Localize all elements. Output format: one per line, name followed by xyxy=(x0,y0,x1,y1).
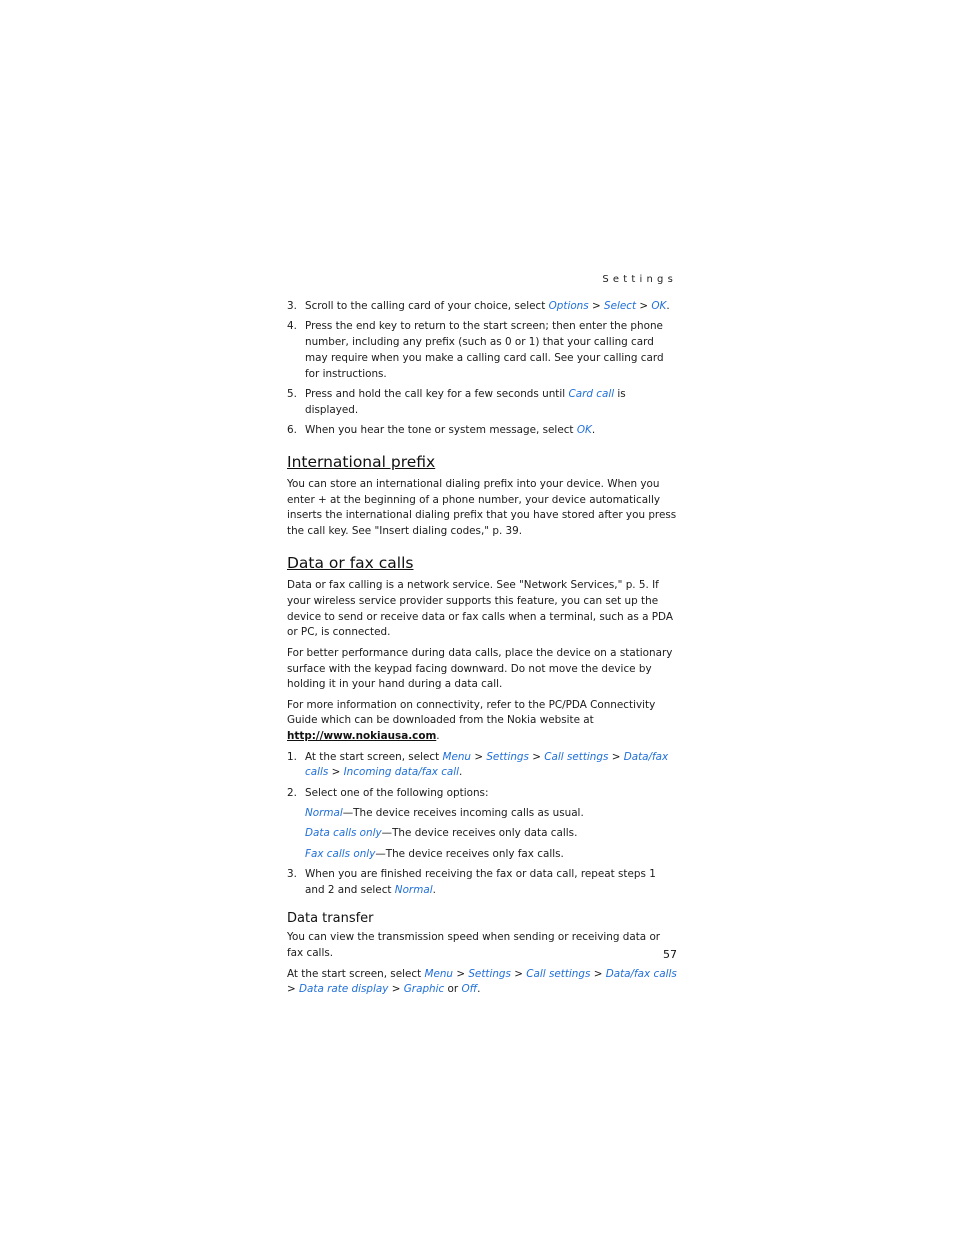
datafax-para-3 xyxy=(287,698,677,745)
step-text: Scroll to the calling card of your choice, select xyxy=(305,300,549,312)
menu-normal: Normal xyxy=(394,883,433,896)
punctuation: . xyxy=(666,300,670,312)
heading-data-transfer: Data transfer xyxy=(287,911,374,927)
step-text: When you are finished receiving the fax or data call, repeat steps 1 and 2 and select xyxy=(305,867,656,896)
menu-options: Options xyxy=(548,300,589,312)
menu-card-call: Card call xyxy=(568,387,615,400)
separator: > xyxy=(471,750,487,763)
option-name: Data calls only xyxy=(305,827,382,840)
separator: > xyxy=(287,983,300,996)
option-name: Normal xyxy=(305,806,343,819)
separator: > xyxy=(510,967,527,980)
para-text: At the start screen, select xyxy=(287,967,425,980)
option-data-calls-only xyxy=(305,826,677,842)
punctuation: . xyxy=(591,424,596,437)
menu-ok: OK xyxy=(651,300,667,312)
separator: > xyxy=(608,750,624,763)
step-text-end: is displayed. xyxy=(305,387,626,416)
separator: > xyxy=(388,983,404,996)
menu-settings: Settings xyxy=(468,967,511,980)
step-number: 2. xyxy=(287,786,297,799)
menu-menu: Menu xyxy=(442,750,472,763)
transfer-para-2 xyxy=(287,967,677,999)
step-3 xyxy=(287,299,677,315)
datafax-para-1: Data or fax calling is a network service. See "Network Services," p. 5. If your wireless service provider supports this feature, you can set up the device to send or receive data or fax calls when a terminal, such as a PDA or PC, is connected. xyxy=(287,579,673,639)
conjunction: or xyxy=(444,983,462,996)
step-5 xyxy=(287,387,677,419)
page-content xyxy=(287,299,677,1003)
separator: > xyxy=(636,300,652,312)
menu-ok: OK xyxy=(576,424,592,437)
separator: > xyxy=(588,300,604,312)
menu-call-settings: Call settings xyxy=(526,967,591,980)
step-number: 6. xyxy=(287,424,297,437)
punctuation: . xyxy=(477,983,481,996)
menu-settings: Settings xyxy=(486,750,529,763)
datafax-steps xyxy=(287,750,677,802)
menu-data-fax-calls: Data/fax calls xyxy=(305,750,669,779)
option-fax-calls-only xyxy=(305,847,677,863)
para-text: For more information on connectivity, refer to the PC/PDA Connectivity Guide which can be downloaded from the Nokia website at xyxy=(287,698,656,727)
datafax-step-3 xyxy=(287,867,677,899)
menu-off: Off xyxy=(461,983,478,996)
step-number: 1. xyxy=(287,750,297,763)
transfer-para-1: You can view the transmission speed when sending or receiving data or fax calls. xyxy=(287,931,661,960)
step-text: Press and hold the call key for a few seconds until xyxy=(305,387,569,400)
step-text: When you hear the tone or system message, select xyxy=(305,424,577,437)
international-prefix-body: You can store an international dialing prefix into your device. When you enter + at the beginning of a phone number, your device automatically inserts the international dialing prefix that you have stored after you press the call key. See "Insert dialing codes," p. 39. xyxy=(287,477,677,538)
menu-data-rate-display: Data rate display xyxy=(299,983,389,996)
option-desc: —The device receives incoming calls as usual. xyxy=(342,806,584,819)
separator: > xyxy=(590,967,606,980)
datafax-step-1 xyxy=(287,750,677,782)
punctuation: . xyxy=(436,730,440,743)
step-number: 3. xyxy=(287,300,297,312)
option-name: Fax calls only xyxy=(305,847,376,860)
datafax-para-2: For better performance during data calls, place the device on a stationary surface with the keypad facing downward. Do not move the device by holding it in your hand during a data call. xyxy=(287,646,673,691)
step-number: 3. xyxy=(287,867,297,880)
step-number: 5. xyxy=(287,387,297,400)
separator: > xyxy=(453,967,469,980)
option-normal xyxy=(305,806,677,822)
menu-graphic: Graphic xyxy=(403,983,445,996)
step-6 xyxy=(287,423,677,439)
datafax-step-2 xyxy=(287,786,677,802)
menu-call-settings: Call settings xyxy=(544,750,609,763)
step-text: At the start screen, select xyxy=(305,750,443,763)
heading-international-prefix: International prefix xyxy=(287,452,436,471)
separator: > xyxy=(328,766,344,779)
running-head: Settings xyxy=(602,274,677,285)
menu-select: Select xyxy=(604,300,637,312)
step-text: Select one of the following options: xyxy=(305,786,489,799)
step-text: Press the end key to return to the start screen; then enter the phone number, including any prefix (such as 0 or 1) that your calling card may require when you make a calling card call. See your calling card for instructions. xyxy=(305,320,664,380)
option-desc: —The device receives only data calls. xyxy=(381,827,578,840)
menu-incoming-data-fax-call: Incoming data/fax call xyxy=(343,766,460,779)
option-desc: —The device receives only fax calls. xyxy=(375,847,564,860)
heading-data-or-fax-calls: Data or fax calls xyxy=(287,554,414,573)
menu-menu: Menu xyxy=(424,967,454,980)
step-4 xyxy=(287,319,677,382)
page-number: 57 xyxy=(663,948,677,961)
datafax-steps-cont xyxy=(287,867,677,899)
menu-data-fax-calls: Data/fax calls xyxy=(605,967,677,980)
calling-card-steps xyxy=(287,299,677,439)
separator: > xyxy=(528,750,545,763)
punctuation: . xyxy=(459,766,463,779)
step-number: 4. xyxy=(287,320,297,333)
nokia-website-link[interactable]: http://www.nokiausa.com xyxy=(287,730,437,743)
punctuation: . xyxy=(432,883,436,896)
